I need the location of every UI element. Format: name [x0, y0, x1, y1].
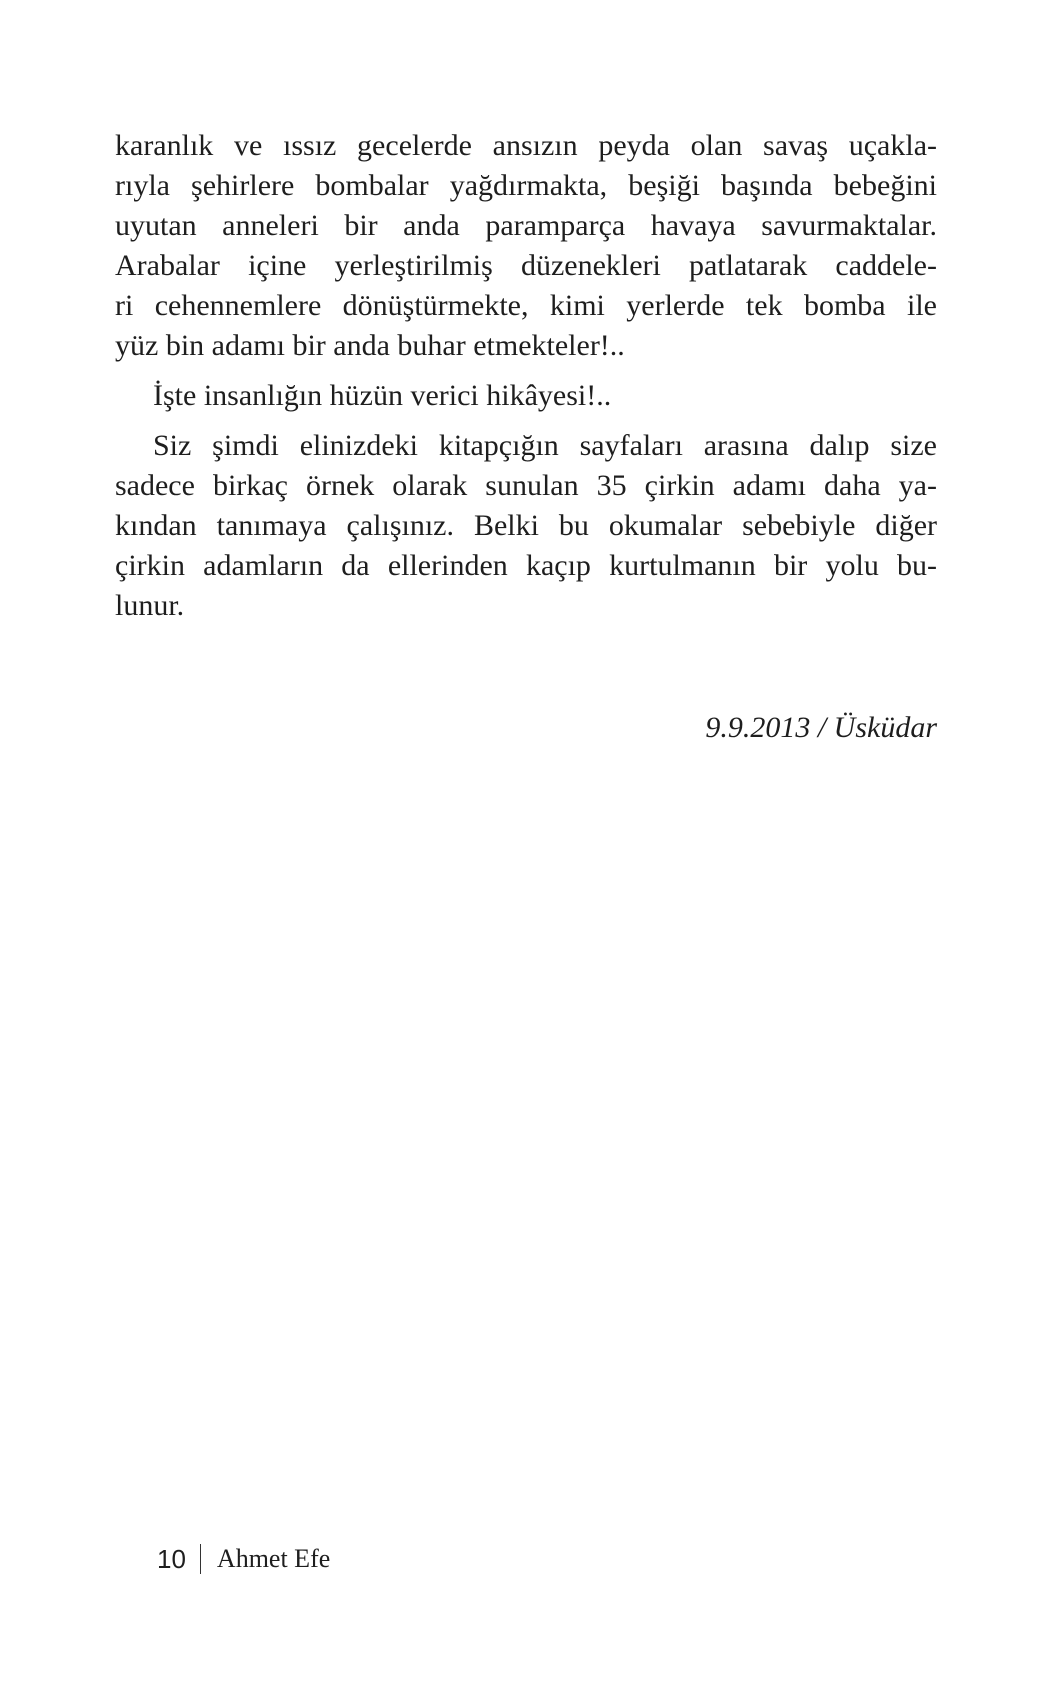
author-name: Ahmet Efe [216, 1544, 331, 1573]
text-line: Siz şimdi elinizdeki kitapçığın sayfaları arasına dalıp size [153, 429, 937, 462]
text-line: lunur. [115, 589, 185, 622]
page-number: 10 [157, 1544, 186, 1574]
paragraph-3 [115, 426, 937, 626]
paragraph-1 [115, 126, 937, 366]
text-line: karanlık ve ıssız gecelerde ansızın peyda olan savaş uçakla- [115, 129, 937, 162]
text-line: sadece birkaç örnek olarak sunulan 35 çirkin adamı daha ya- [115, 469, 937, 502]
footer-divider [200, 1544, 201, 1574]
paragraph-gap [115, 366, 937, 376]
text-line: rıyla şehirlere bombalar yağdırmakta, beşiği başında bebeğini [115, 169, 937, 202]
text-line: Arabalar içine yerleştirilmiş düzenekleri patlatarak caddele- [115, 249, 937, 282]
text-line: uyutan anneleri bir anda paramparça havaya savurmaktalar. [115, 209, 937, 242]
date-place-signature: 9.9.2013 / Üsküdar [705, 711, 937, 744]
text-line: ri cehennemlere dönüştürmekte, kimi yerlerde tek bomba ile [115, 289, 937, 322]
paragraph-gap [115, 416, 937, 426]
body-text [115, 126, 937, 626]
text-line: çirkin adamların da ellerinden kaçıp kurtulmanın bir yolu bu- [115, 549, 937, 582]
paragraph-2 [115, 376, 937, 416]
text-line: kından tanımaya çalışınız. Belki bu okumalar sebebiyle diğer [115, 509, 937, 542]
text-line: yüz bin adamı bir anda buhar etmekteler!.. [115, 329, 625, 362]
text-line: İşte insanlığın hüzün verici hikâyesi!.. [153, 379, 612, 412]
page-footer [157, 1541, 330, 1577]
